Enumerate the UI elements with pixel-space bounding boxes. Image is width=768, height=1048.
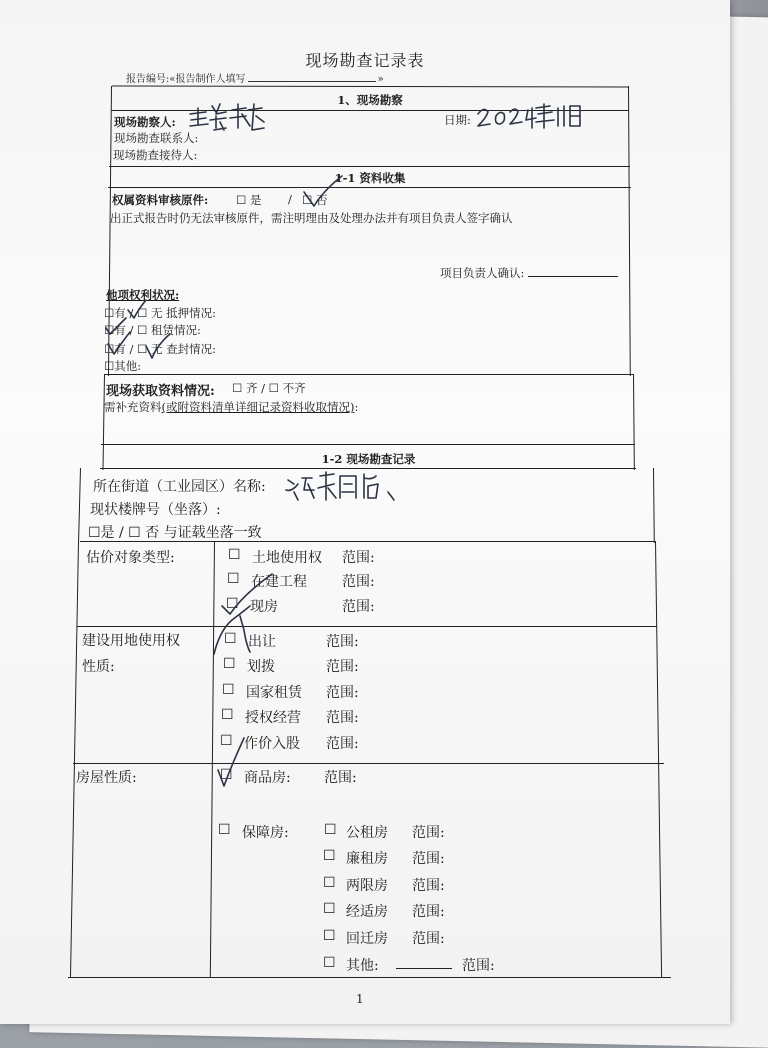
object-type-existing-checkbox[interactable]: ☐ bbox=[226, 596, 239, 612]
object-type-construction-checkbox[interactable]: ☐ bbox=[227, 571, 240, 587]
commercial-range: 范围: bbox=[324, 770, 357, 786]
ownership-label: 权属资料审核原件: bbox=[112, 193, 209, 207]
object-type-existing-range: 范围: bbox=[342, 599, 375, 615]
land-nature-allocation-label: 划拨 bbox=[247, 659, 275, 675]
land-nature-authorized-label: 授权经营 bbox=[245, 710, 301, 726]
section1-header: 1、现场勘察 bbox=[337, 93, 403, 107]
land-nature-label-line2: 性质: bbox=[82, 659, 115, 675]
land-nature-authorized-range: 范围: bbox=[326, 710, 359, 726]
affordable-economy-label: 经适房 bbox=[346, 904, 388, 920]
check-marks-other-rights bbox=[100, 296, 180, 366]
ownership-yes-checkbox[interactable]: ☐ 是 bbox=[236, 193, 262, 207]
right-lease[interactable]: ☐有 / ☐ 租赁情况: bbox=[104, 323, 201, 337]
affordable-other-label: 其他: bbox=[346, 958, 379, 974]
report-number-label: 报告编号:«报告制作人填写 bbox=[126, 74, 246, 85]
onsite-materials-options[interactable]: ☐ 齐 / ☐ 不齐 bbox=[232, 381, 306, 395]
affordable-price-limited-label: 两限房 bbox=[346, 878, 388, 894]
contact-label: 现场勘查联系人: bbox=[114, 131, 199, 145]
land-nature-lease-label: 国家租赁 bbox=[246, 685, 302, 701]
project-lead-confirm bbox=[440, 265, 618, 281]
section12-header: 1-2 现场勘查记录 bbox=[321, 452, 416, 466]
street-label: 所在街道（工业园区）名称: bbox=[93, 479, 266, 495]
date-label: 日期: bbox=[444, 113, 471, 127]
consistent-with-cert[interactable]: ☐是 / ☐ 否 与证载坐落一致 bbox=[88, 525, 262, 541]
object-type-land-label: 土地使用权 bbox=[252, 550, 322, 566]
land-nature-equity-checkbox[interactable]: ☐ bbox=[220, 733, 233, 749]
affordable-resettlement-range: 范围: bbox=[412, 931, 445, 947]
land-nature-lease-range: 范围: bbox=[326, 685, 359, 701]
land-nature-transfer-range: 范围: bbox=[326, 634, 359, 650]
supplement-colon: : bbox=[354, 400, 359, 414]
land-nature-equity-label: 作价入股 bbox=[244, 736, 300, 752]
object-type-construction-range: 范围: bbox=[342, 574, 375, 590]
land-nature-authorized-checkbox[interactable]: ☐ bbox=[221, 707, 234, 723]
form-title: 现场勘查记录表 bbox=[305, 51, 425, 70]
affordable-resettlement-checkbox[interactable]: ☐ bbox=[323, 928, 336, 944]
affordable-public-rental-label: 公租房 bbox=[346, 825, 388, 841]
affordable-low-rent-range: 范围: bbox=[412, 851, 445, 867]
right-seizure[interactable]: ☐有 / ☐ 无 查封情况: bbox=[104, 342, 216, 356]
check-mark-commercial bbox=[212, 734, 252, 794]
check-mark-ownership-no bbox=[300, 172, 350, 216]
affordable-public-rental-checkbox[interactable]: ☐ bbox=[324, 822, 337, 838]
ownership-slash: / bbox=[288, 192, 292, 206]
object-type-land-range: 范围: bbox=[342, 550, 375, 566]
land-nature-equity-range: 范围: bbox=[326, 736, 359, 752]
ownership-no-checkbox[interactable]: ☐ 否 bbox=[302, 193, 328, 207]
affordable-economy-checkbox[interactable]: ☐ bbox=[323, 901, 336, 917]
house-nature-label: 房屋性质: bbox=[76, 770, 137, 786]
section11-header: 1-1 资料收集 bbox=[334, 171, 406, 185]
commercial-label: 商品房: bbox=[244, 770, 291, 786]
project-lead-confirm-label: 项目负责人确认: bbox=[440, 266, 525, 280]
land-nature-lease-checkbox[interactable]: ☐ bbox=[222, 682, 235, 698]
supplement-line bbox=[104, 399, 358, 415]
land-nature-allocation-checkbox[interactable]: ☐ bbox=[223, 656, 236, 672]
supplement-label: 需补充资料 bbox=[104, 400, 162, 414]
affordable-checkbox[interactable]: ☐ bbox=[218, 822, 231, 838]
page-number: 1 bbox=[356, 992, 364, 1006]
other-rights-label: 他项权利状况: bbox=[106, 288, 180, 302]
affordable-other-checkbox[interactable]: ☐ bbox=[323, 955, 336, 971]
affordable-economy-range: 范围: bbox=[412, 904, 445, 920]
object-type-label: 估价对象类型: bbox=[86, 550, 175, 566]
affordable-price-limited-checkbox[interactable]: ☐ bbox=[323, 875, 336, 891]
plate-label: 现状楼牌号（坐落）: bbox=[90, 502, 221, 518]
affordable-other-range: 范围: bbox=[462, 958, 495, 974]
affordable-low-rent-label: 廉租房 bbox=[346, 851, 388, 867]
report-number-suffix: » bbox=[377, 74, 384, 85]
project-lead-signature-line[interactable] bbox=[528, 265, 618, 277]
land-nature-label-line1: 建设用地使用权 bbox=[82, 633, 180, 649]
commercial-checkbox[interactable]: ☐ bbox=[220, 767, 233, 783]
receiver-label: 现场勘查接待人: bbox=[113, 148, 198, 162]
object-type-land-checkbox[interactable]: ☐ bbox=[228, 547, 241, 563]
ownership-note: 出正式报告时仍无法审核原件，需注明理由及处理办法并有项目负责人签字确认 bbox=[110, 211, 513, 225]
affordable-low-rent-checkbox[interactable]: ☐ bbox=[323, 848, 336, 864]
affordable-resettlement-label: 回迁房 bbox=[346, 931, 388, 947]
land-nature-transfer-label: 出让 bbox=[248, 634, 276, 650]
affordable-other-blank[interactable] bbox=[396, 957, 452, 969]
surveyor-label: 现场勘察人: bbox=[114, 115, 176, 129]
supplement-note: (或附资料清单详细记录资料收取情况) bbox=[161, 400, 355, 414]
right-mortgage[interactable]: ☐有 / ☐ 无 抵押情况: bbox=[104, 306, 216, 320]
affordable-public-rental-range: 范围: bbox=[412, 825, 445, 841]
land-nature-transfer-checkbox[interactable]: ☐ bbox=[224, 631, 237, 647]
right-other[interactable]: ☐其他: bbox=[104, 359, 142, 373]
object-type-existing-label: 现房 bbox=[250, 599, 278, 615]
affordable-price-limited-range: 范围: bbox=[412, 878, 445, 894]
affordable-label: 保障房: bbox=[242, 825, 289, 841]
check-marks-object-and-land bbox=[210, 570, 290, 660]
object-type-construction-label: 在建工程 bbox=[251, 574, 307, 590]
land-nature-allocation-range: 范围: bbox=[326, 659, 359, 675]
onsite-materials-label: 现场获取资料情况: bbox=[106, 384, 215, 399]
